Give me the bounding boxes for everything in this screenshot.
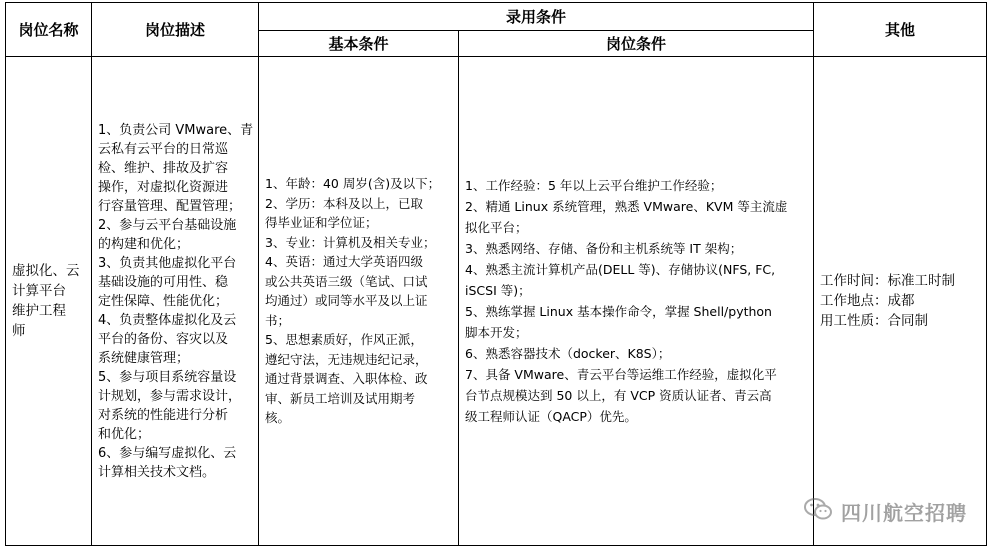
header-position-desc: 岗位描述 — [92, 3, 259, 57]
description-line: 基础设施的可用性、稳 — [98, 274, 229, 290]
watermark — [803, 496, 967, 526]
cell-job-conditions — [459, 57, 814, 546]
position-name-line: 维护工程 — [12, 303, 66, 319]
basic-condition-line: 核。 — [265, 410, 291, 426]
description-lines — [98, 121, 254, 482]
job-condition-line: 级工程师认证（QACP）优先。 — [465, 409, 637, 424]
description-line: 平台的备份、容灾以及 — [98, 331, 229, 347]
basic-condition-line: 3、专业：计算机及相关专业； — [265, 234, 436, 250]
watermark-text: 四川航空招聘 — [841, 500, 967, 525]
description-line: 计规划，参与需求设计， — [98, 388, 242, 404]
description-line: 系统健康管理； — [98, 350, 190, 366]
basic-condition-line: 4、英语：通过大学英语四级 — [265, 254, 423, 270]
cell-description — [92, 57, 259, 546]
basic-condition-line: 通过背景调查、入职体检、政 — [265, 371, 428, 387]
description-line: 对系统的性能进行分析 — [98, 407, 229, 423]
position-name-line: 虚拟化、云 — [12, 263, 80, 279]
other-line: 工作时间：标准工时制 — [820, 273, 956, 289]
job-condition-line: 6、熟悉容器技术（docker、K8S）； — [465, 346, 671, 361]
basic-condition-line: 遵纪守法，无违规违纪记录， — [265, 351, 428, 367]
basic-condition-line: 或公共英语三级（笔试、口试 — [265, 273, 428, 289]
header-other: 其他 — [814, 3, 987, 57]
description-line: 1、负责公司 VMware、青 — [98, 122, 254, 138]
description-line: 6、参与编写虚拟化、云 — [98, 445, 237, 461]
header-basic-conditions: 基本条件 — [259, 31, 459, 57]
job-condition-line: 7、具备 VMware、青云平台等运维工作经验，虚拟化平 — [465, 367, 777, 382]
header-job-conditions: 岗位条件 — [459, 31, 814, 57]
basic-condition-line: 书； — [265, 312, 291, 328]
job-condition-line: iSCSI 等)； — [465, 283, 531, 298]
job-condition-line: 3、熟悉网络、存储、备份和主机系统等 IT 架构； — [465, 241, 743, 256]
job-lines — [465, 175, 809, 427]
job-condition-line: 脚本开发； — [465, 325, 528, 340]
cell-basic-conditions — [259, 57, 459, 546]
other-lines — [820, 271, 982, 331]
position-name-line: 师 — [12, 323, 26, 339]
basic-lines — [265, 174, 454, 428]
position-name-line: 计算平台 — [12, 283, 66, 299]
basic-condition-line: 5、思想素质好，作风正派， — [265, 332, 423, 348]
job-condition-line: 台节点规模达到 50 以上，有 VCP 资质认证者、青云高 — [465, 388, 772, 403]
description-line: 5、参与项目系统容量设 — [98, 369, 237, 385]
header-hiring-conditions: 录用条件 — [259, 3, 814, 31]
description-line: 和优化； — [98, 426, 151, 442]
basic-condition-line: 均通过）或同等水平及以上证 — [265, 293, 428, 309]
cell-other — [814, 57, 987, 546]
job-condition-line: 2、精通 Linux 系统管理，熟悉 VMware、KVM 等主流虚 — [465, 199, 788, 214]
job-condition-line: 1、工作经验：5 年以上云平台维护工作经验； — [465, 178, 723, 193]
description-line: 云私有云平台的日常巡 — [98, 141, 229, 157]
basic-condition-line: 1、年龄：40 周岁(含)及以下； — [265, 176, 441, 192]
description-line: 4、负责整体虚拟化及云 — [98, 312, 237, 328]
basic-condition-line: 2、学历：本科及以上，已取 — [265, 195, 423, 211]
position-name-lines — [12, 261, 87, 341]
description-line: 操作，对虚拟化资源进 — [98, 179, 229, 195]
description-line: 计算相关技术文档。 — [98, 464, 216, 480]
job-condition-line: 5、熟练掌握 Linux 基本操作命令，掌握 Shell/python — [465, 304, 772, 319]
other-line: 用工性质：合同制 — [820, 313, 929, 329]
description-line: 行容量管理、配置管理； — [98, 198, 242, 214]
description-line: 3、负责其他虚拟化平台 — [98, 255, 237, 271]
job-condition-line: 4、熟悉主流计算机产品(DELL 等)、存储协议(NFS, FC, — [465, 262, 776, 277]
cell-position-name — [6, 57, 92, 546]
description-line: 2、参与云平台基础设施 — [98, 217, 237, 233]
basic-condition-line: 得毕业证和学位证； — [265, 215, 378, 231]
description-line: 检、维护、排故及扩容 — [98, 160, 229, 176]
wechat-icon — [803, 496, 833, 526]
other-line: 工作地点：成都 — [820, 293, 915, 309]
description-line: 的构建和优化； — [98, 236, 190, 252]
job-table — [5, 2, 987, 546]
basic-condition-line: 审、新员工培训及试用期考 — [265, 390, 416, 406]
job-condition-line: 拟化平台； — [465, 220, 528, 235]
header-position-name: 岗位名称 — [6, 3, 92, 57]
description-line: 定性保障、性能优化； — [98, 293, 229, 309]
